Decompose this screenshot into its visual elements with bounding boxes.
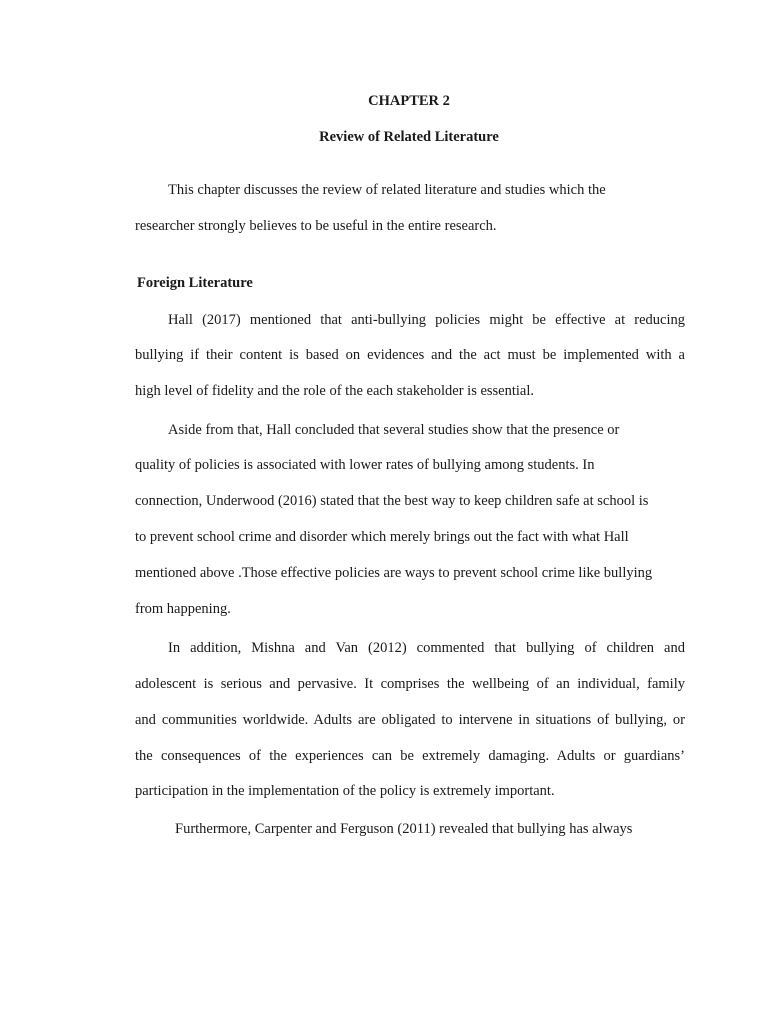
chapter-title: Review of Related Literature [319, 129, 499, 145]
paragraph-line: In addition, Mishna and Van (2012) commented that bullying of children and [168, 640, 685, 656]
paragraph-line: the consequences of the experiences can be extremely damaging. Adults or guardians’ [135, 748, 685, 764]
chapter-label: CHAPTER 2 [368, 93, 450, 109]
section-heading: Foreign Literature [137, 275, 253, 291]
intro-line: researcher strongly believes to be useful in the entire research. [135, 218, 497, 234]
paragraph-line: Furthermore, Carpenter and Ferguson (2011) revealed that bullying has always [175, 821, 633, 837]
paragraph-line: Aside from that, Hall concluded that several studies show that the presence or [168, 422, 620, 438]
paragraph-line: and communities worldwide. Adults are obligated to intervene in situations of bullying, or [135, 712, 685, 728]
paragraph-line: quality of policies is associated with lower rates of bullying among students. In [135, 457, 595, 473]
paragraph-line: participation in the implementation of the policy is extremely important. [135, 783, 555, 799]
paragraph-line: high level of fidelity and the role of the each stakeholder is essential. [135, 383, 535, 399]
paragraph-line: to prevent school crime and disorder which merely brings out the fact with what Hall [135, 529, 629, 545]
paragraph-line: adolescent is serious and pervasive. It comprises the wellbeing of an individual, family [135, 676, 685, 692]
paragraph-line: Hall (2017) mentioned that anti-bullying policies might be effective at reducing [168, 312, 685, 328]
paragraph-line: connection, Underwood (2016) stated that the best way to keep children safe at school is [135, 493, 649, 509]
paragraph-line: bullying if their content is based on evidences and the act must be implemented with a [135, 347, 685, 363]
intro-line: This chapter discusses the review of related literature and studies which the [168, 182, 606, 198]
paragraph-line: mentioned above .Those effective policies are ways to prevent school crime like bullying [135, 565, 653, 581]
paragraph-line: from happening. [135, 601, 231, 617]
